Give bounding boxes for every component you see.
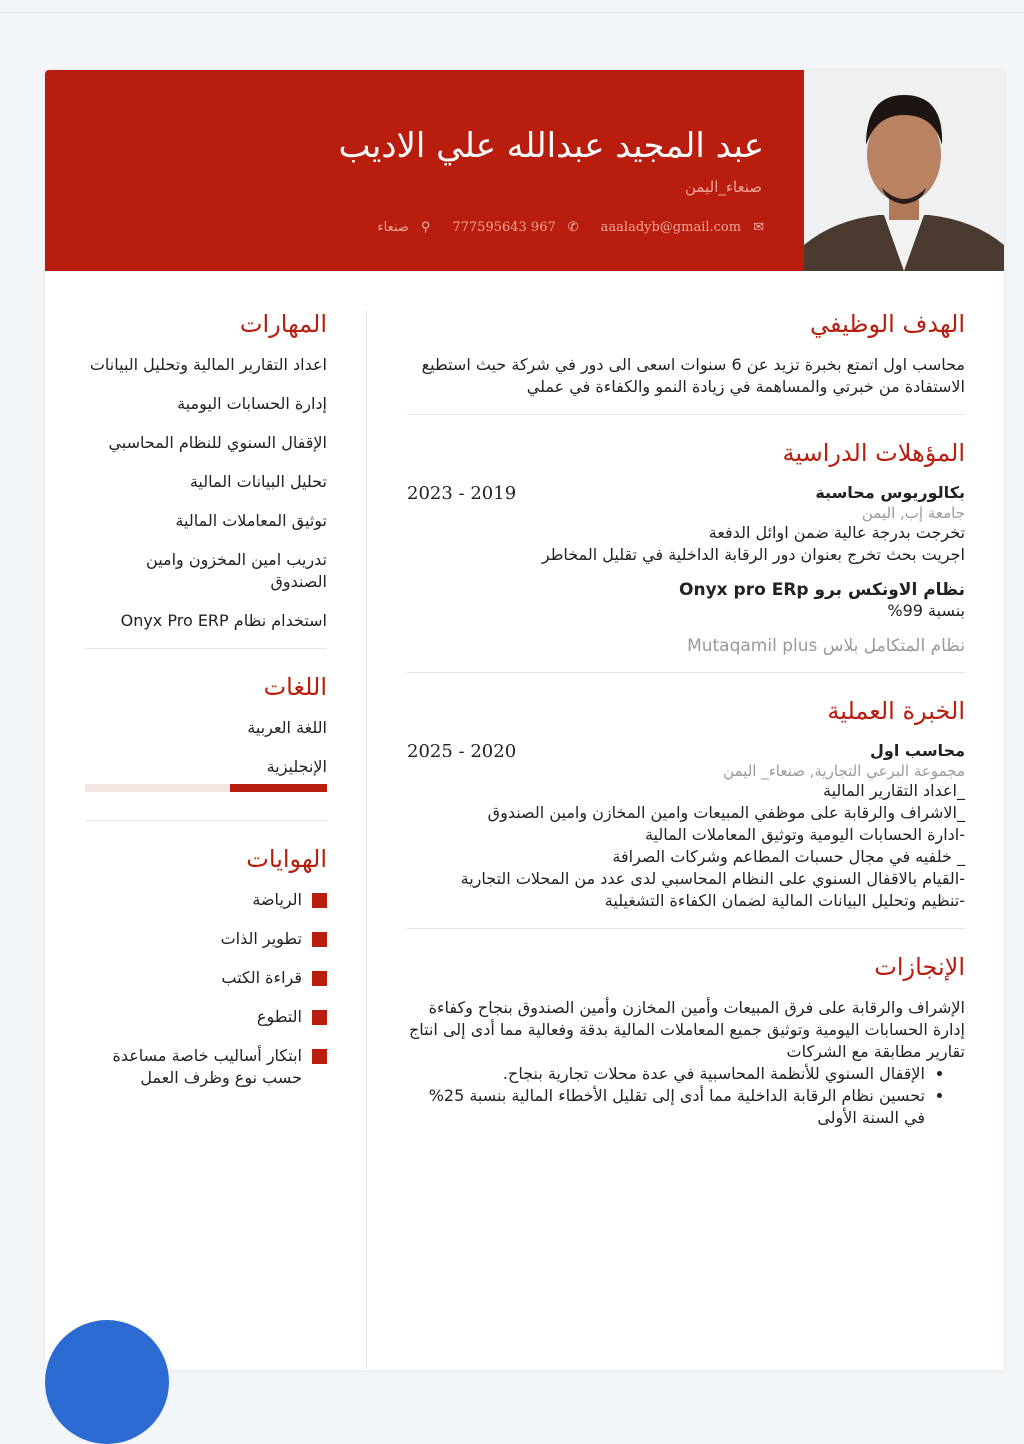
envelope-icon: ✉ [753,220,764,235]
hobby-label: ابتكار أساليب خاصة مساعدة حسب نوع وظرف العمل [112,1046,302,1087]
divider [407,414,965,415]
language-item: اللغة العربية [247,718,327,737]
education-line: اجريت بحث تخرج بعنوان دور الرقابة الداخلية في تقليل المخاطر [541,545,965,564]
divider [85,820,327,821]
square-bullet-icon [312,1010,327,1025]
hobby-label: تطوير الذات [220,929,302,948]
duty: _الاشراف والرقابة على موظفي المبيعات وامين المخازن وامين الصندوق [487,803,965,822]
phone-icon: ✆ [567,220,579,235]
education-section [407,439,965,656]
phone[interactable]: 777595643 967 [452,220,556,235]
resume-header [45,70,804,271]
hobby-item [85,1045,327,1089]
resume-card [45,70,1004,1370]
square-bullet-icon [312,971,327,986]
hobbies-title: الهوايات [246,845,327,873]
square-bullet-icon [312,893,327,908]
achievement-bullet: • تحسين نظام الرقابة الداخلية مما أدى إلى تقليل الأخطاء المالية بنسبة 25% في السنة الأولى [407,1085,925,1129]
full-name: عبد المجيد عبدالله علي الاديب [338,126,764,166]
duty: _اعداد التقارير المالية [823,781,965,800]
email[interactable]: aaaladyb@gmail.com [600,220,742,235]
proficiency-fill [230,784,327,792]
hobbies-section [85,845,327,1089]
school: جامعة إب, اليمن [861,504,965,522]
hobby-label: قراءة الكتب [221,968,302,987]
skill-item: استخدام نظام Onyx Pro ERP [120,611,327,630]
languages-section [85,673,327,792]
hobby-label: الرياضة [252,890,302,909]
city: صنعاء [377,220,409,235]
skills-title: المهارات [239,310,327,338]
duty: -القيام بالاقفال السنوي على النظام المحاسبي لدى عدد من المحلات التجارية [460,869,965,888]
hobby-item [85,889,327,911]
achievement: إدارة الحسابات اليومية وتوثيق جميع المعاملات المالية بدقة وفعالية مما أدى إلى انتاج تقارير مطابقة مع الشركات [408,1020,965,1061]
square-bullet-icon [312,1049,327,1064]
skill-item: تحليل البيانات المالية [189,472,327,491]
skill-item: اعداد التقارير المالية وتحليل البيانات [89,355,327,374]
skills-section [85,310,327,632]
divider [85,648,327,649]
education-line: تخرجت بدرجة عالية ضمن اوائل الدفعة [708,523,965,542]
company: مجموعة البرعي التجارية, صنعاء_ اليمن [723,762,965,780]
skill-item: الإقفال السنوي للنظام المحاسبي [108,433,327,452]
objective-section [407,310,965,398]
top-divider [0,12,1024,13]
divider [407,672,965,673]
duty: -ادارة الحسابات اليومية وتوثيق المعاملات المالية [644,825,965,844]
divider [407,928,965,929]
achievements-section [407,953,965,1129]
education-title: المؤهلات الدراسية [782,439,965,467]
objective-title: الهدف الوظيفي [809,310,965,338]
contact-info [378,220,764,235]
hobby-item [85,1006,327,1028]
course-2: نظام المتكامل بلاس Mutaqamil plus [687,636,965,656]
job-dates: 2025 - 2020 [407,741,517,762]
skill-item: تدريب امين المخزون وامين الصندوق [146,550,327,591]
sidebar [85,310,327,1106]
course: نظام الاونكس برو Onyx pro ERp [679,580,965,600]
achievement: الإشراف والرقابة على فرق المبيعات وأمين المخازن وأمين الصندوق بنجاح وكفاءة [428,998,965,1017]
achievements-title: الإنجازات [874,953,965,981]
main-column [407,310,965,1129]
objective-text: محاسب اول اتمتع بخبرة تزيد عن 6 سنوات اسعى الى دور في شركة حيث استطيع الاستفادة من خبرتي والمساهمة في زيادة النمو والكفاءة في عملي [421,355,965,396]
hobby-item [85,928,327,950]
duty: _ خلفيه في مجال حسبات المطاعم وشركات الصرافة [612,847,965,866]
square-bullet-icon [312,932,327,947]
job-role: محاسب اول [870,741,965,760]
languages-title: اللغات [263,673,327,701]
column-divider [366,310,367,1370]
language-proficiency-bar [85,784,327,792]
map-pin-icon: ⚲ [420,220,431,235]
degree: بكالوريوس محاسبة [815,483,965,502]
skill-item: توثيق المعاملات المالية [175,511,327,530]
skill-item: إدارة الحسابات اليومية [177,394,327,413]
floating-action-button[interactable] [45,1320,169,1444]
course-score: بنسبة 99% [887,601,965,620]
experience-title: الخبرة العملية [827,697,965,725]
achievement-bullet: • الإقفال السنوي للأنظمة المحاسبية في عدة محلات تجارية بنجاح. [407,1063,925,1085]
location: صنعاء_اليمن [685,178,762,196]
experience-section [407,697,965,912]
duty: -تنظيم وتحليل البيانات المالية لضمان الكفاءة التشغيلية [604,891,965,910]
profile-photo [804,70,1004,271]
hobby-item [85,967,327,989]
education-dates: 2023 - 2019 [407,483,517,504]
language-item: الإنجليزية [266,757,327,776]
hobby-label: التطوع [256,1007,302,1026]
